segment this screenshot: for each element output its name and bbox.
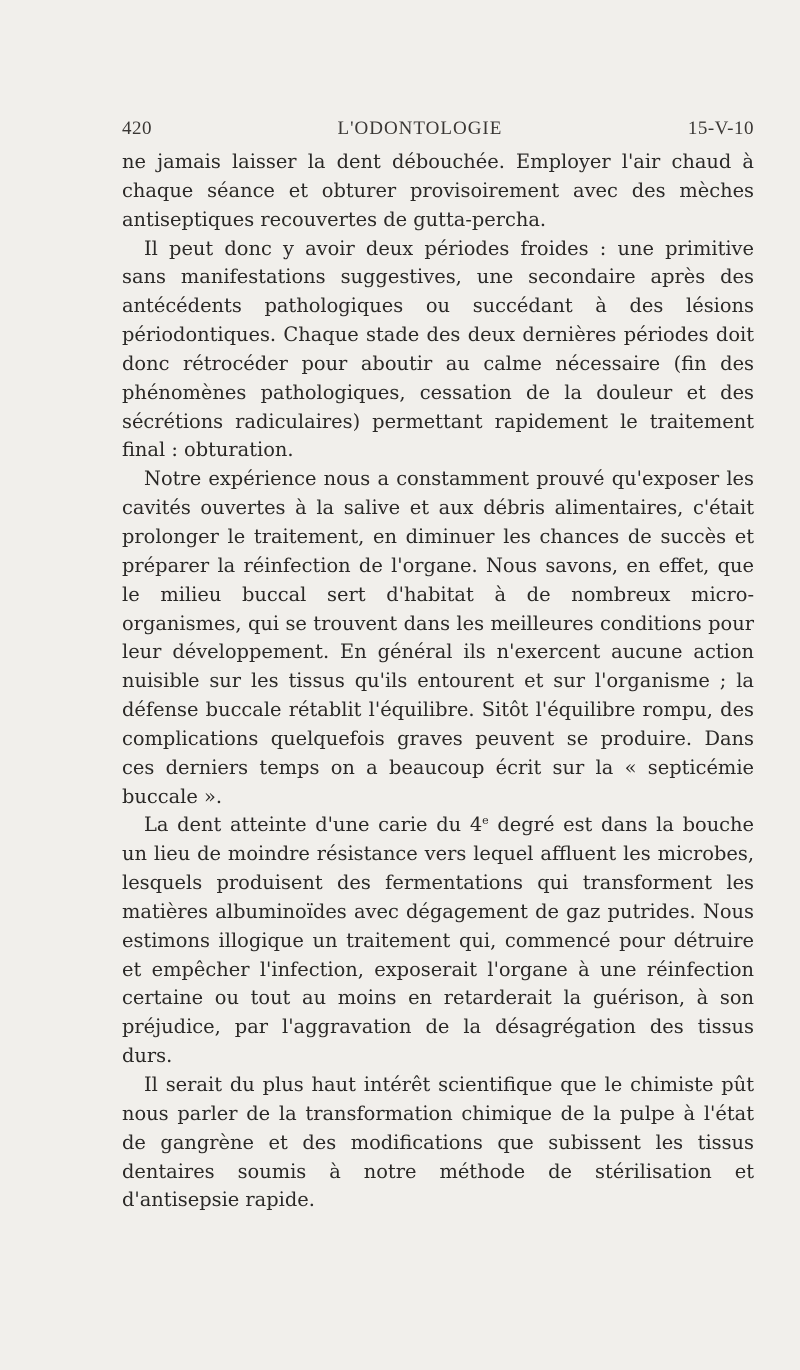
running-header — [122, 118, 754, 148]
paragraph-cold-periods: Il peut donc y avoir deux périodes froides : une primitive sans manifestations suggestives, une secondaire après des antécédents pathologiques ou succédant à des lésions périodontiques. Chaque stade des deux dernières périodes doit donc rétrocéder pour aboutir au calme nécessaire (fin des phénomènes pathologiques, cessation de la douleur et des sécrétions radiculaires) permettant rapidement le traitement final : obturation. — [122, 236, 754, 462]
degree-superscript: e — [482, 814, 489, 828]
paragraph-text-end: degré est dans la bouche un lieu de moindre résistance vers lequel affluent les microbes, lesquels produisent des fermentations qui transforment les matières albuminoïdes avec dégagement de gaz putrides. Nous estimons illogique un traitement qui, commencé pour détruire et empêcher l'infection, exposerait l'organe à une réinfection certaine ou tout au moins en retarderait la guérison, à son préjudice, par l'aggravation de la désagrégation des tissus durs. — [122, 813, 755, 1068]
paragraph-chemist: Il serait du plus haut intérêt scientifique que le chimiste pût nous parler de la transformation chimique de la pulpe à l'état de gangrène et des modifications que subissent les tissus dentaires soumis à notre méthode de stérilisation et d'antisepsie rapide. — [122, 1073, 754, 1212]
book-page — [122, 118, 754, 1215]
journal-title: L'ODONTOLOGIE — [337, 118, 503, 139]
paragraph-continuation: ne jamais laisser la dent débouchée. Employer l'air chaud à chaque séance et obturer provisoirement avec des mèches antiseptiques recouvertes de gutta-percha. — [122, 150, 754, 231]
issue-date: 15-V-10 — [687, 118, 754, 139]
page-number: 420 — [122, 118, 152, 139]
paragraph-fourth-degree-caries — [122, 811, 754, 1071]
article-body — [122, 148, 754, 1215]
paragraph-text-start: La dent atteinte d'une carie du 4 — [144, 813, 483, 837]
paragraph-experience: Notre expérience nous a constamment prouvé qu'exposer les cavités ouvertes à la salive et aux débris alimentaires, c'était prolonger le traitement, en diminuer les chances de succès et préparer la réinfection de l'organe. Nous savons, en effet, que le milieu buccal sert d'habitat à de nombreux micro-organismes, qui se trouvent dans les meilleures conditions pour leur développement. En général ils n'exercent aucune action nuisible sur les tissus qu'ils entourent et sur l'organisme ; la défense buccale rétablit l'équilibre. Sitôt l'équilibre rompu, des complications quelquefois graves peuvent se produire. Dans ces derniers temps on a beaucoup écrit sur la « septicémie buccale ». — [122, 467, 754, 808]
